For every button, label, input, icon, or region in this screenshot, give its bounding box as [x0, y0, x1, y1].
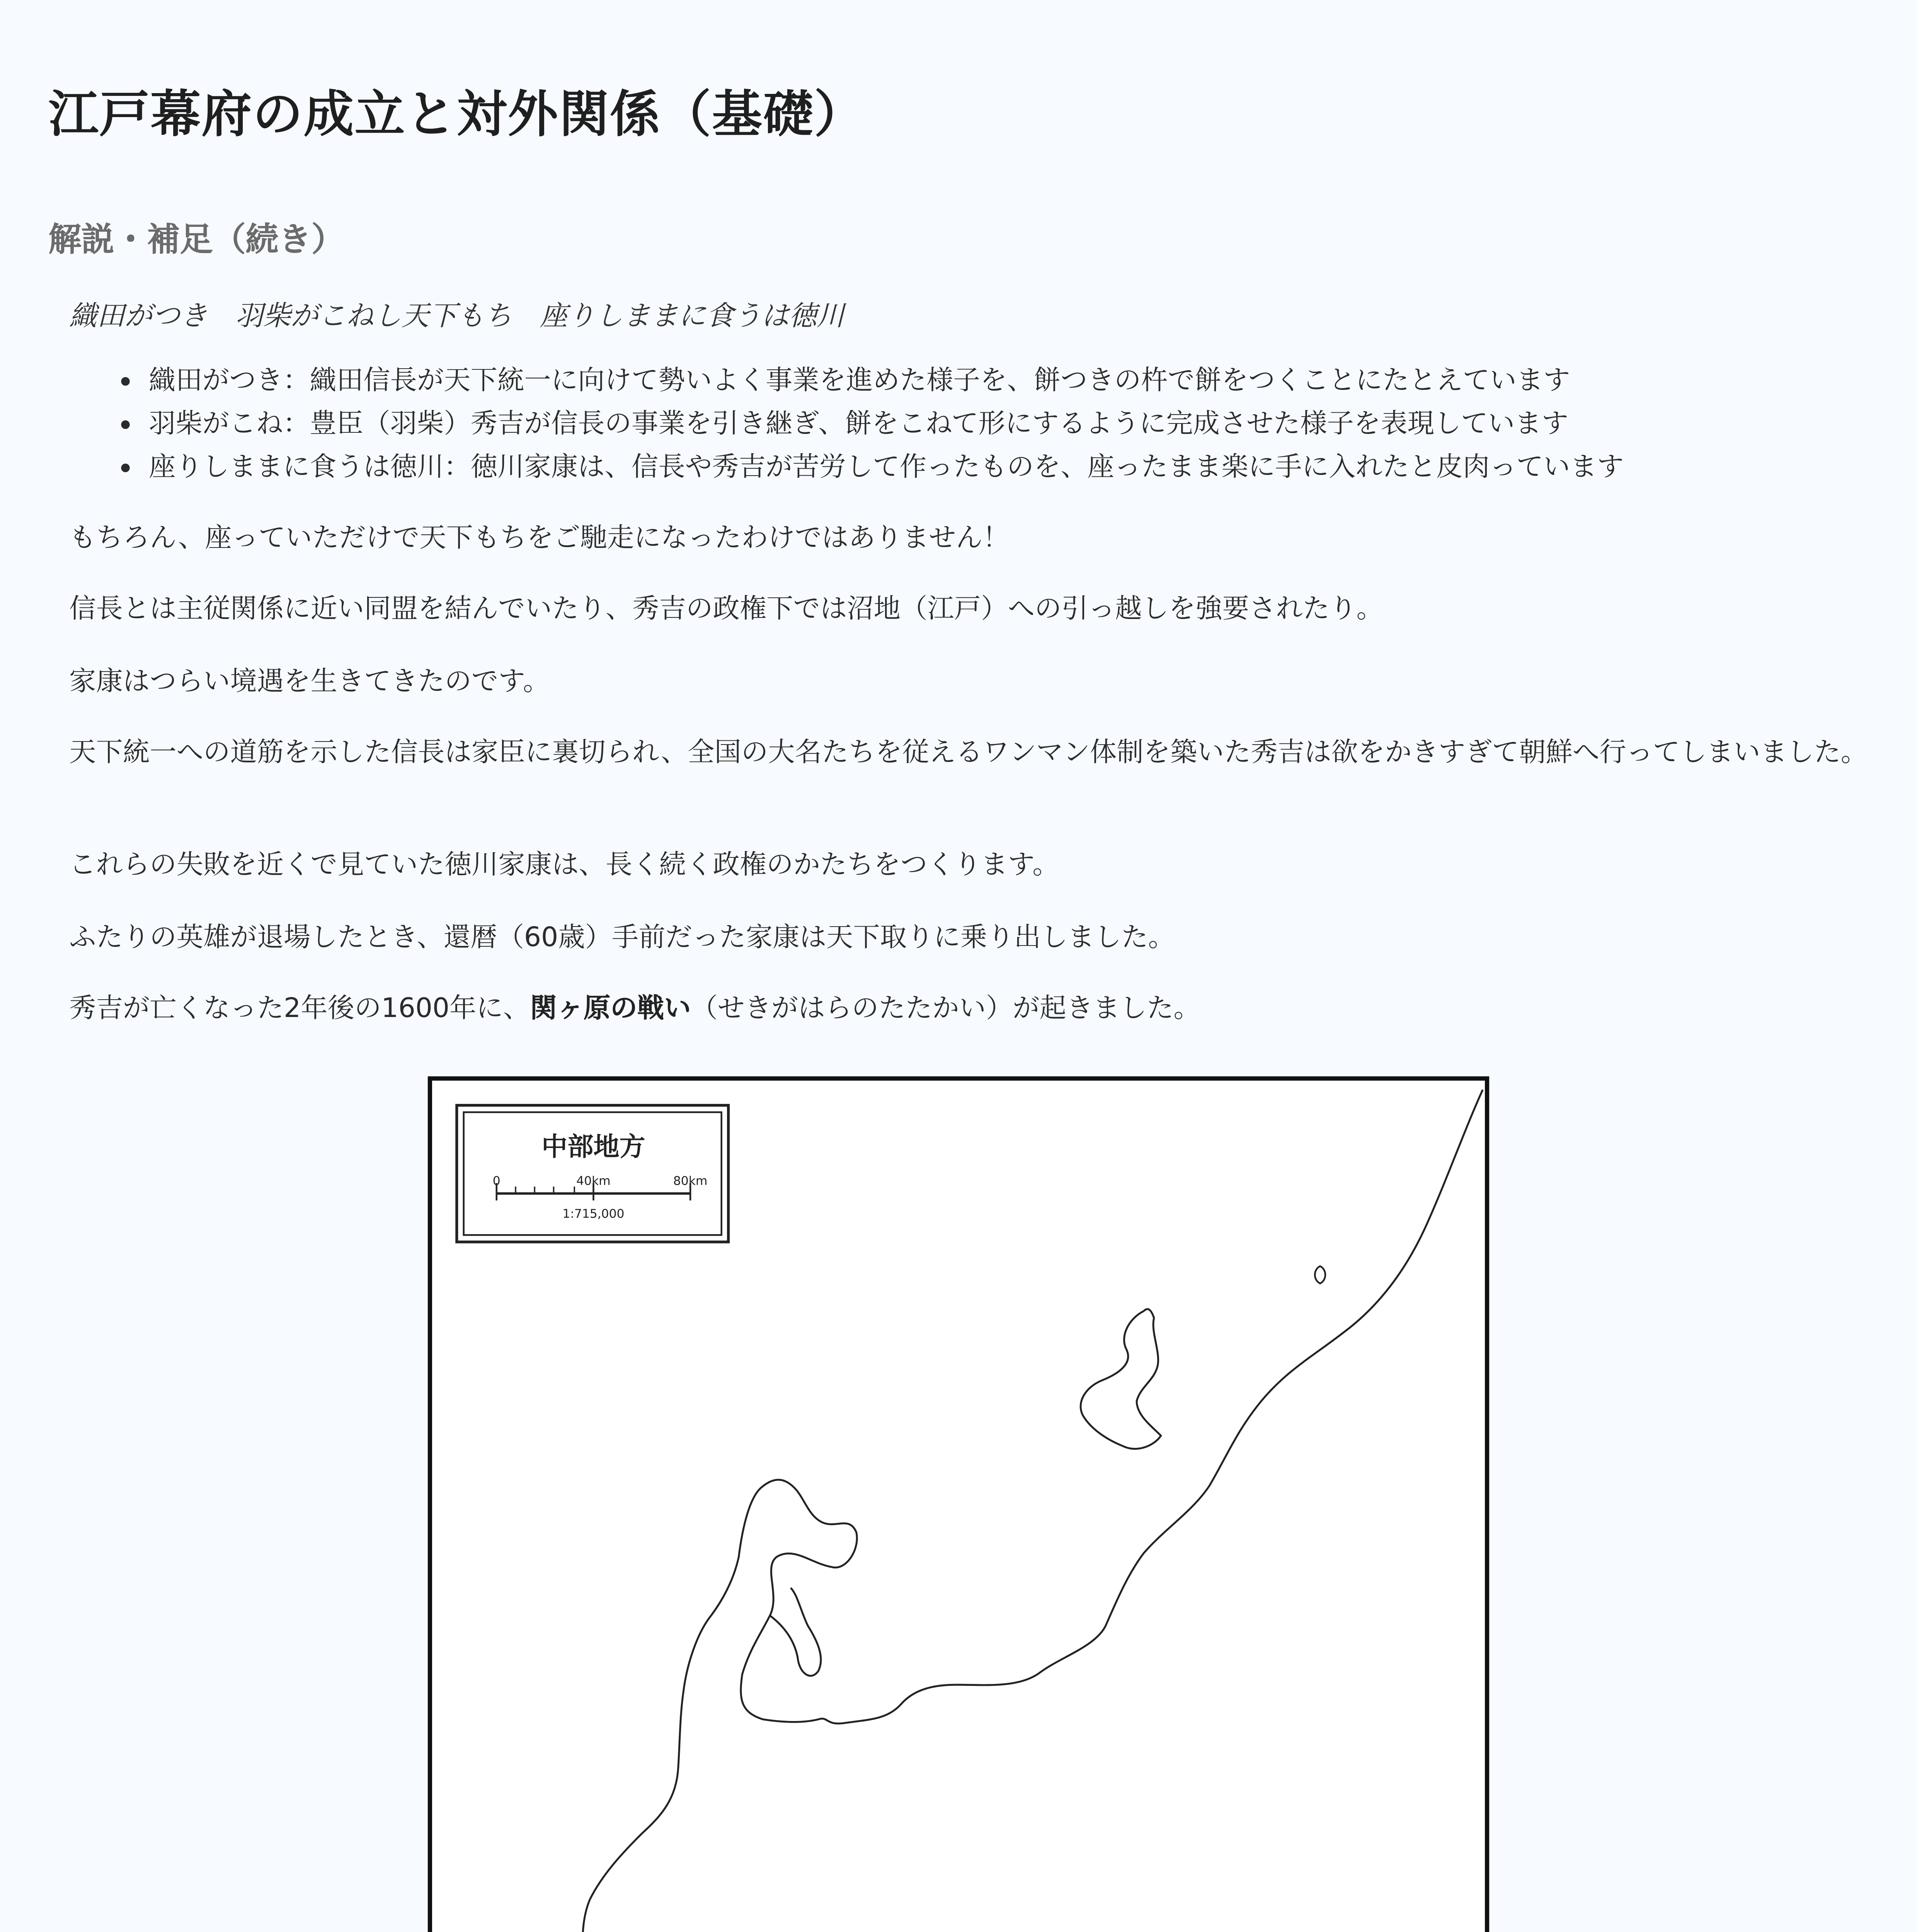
legend-title: 中部地方	[541, 1131, 645, 1162]
lead-phrase: 織田がつき 羽柴がこねし天下もち 座りしままに食うは徳川	[69, 299, 844, 332]
paragraph: ふたりの英雄が退場したとき、還暦（60歳）手前だった家康は天下取りに乗り出しました。	[69, 922, 1175, 953]
list-item: • 座りしままに食うは徳川：徳川家康は、信長や秀吉が苦労して作ったものを、座ったまま楽に手に入れたと皮肉っています	[149, 446, 1896, 490]
battle-name-bold: 関ヶ原の戦い	[530, 993, 691, 1024]
map-svg	[427, 1076, 1490, 1932]
list-item: • 羽柴がこね：豊臣（羽柴）秀吉が信長の事業を引き継ぎ、餅をこねて形にするように完成させた様子を表現しています	[149, 403, 1896, 446]
paragraph: 天下統一への道筋を示した信長は家臣に裏切られ、全国の大名たちを従えるワンマン体制を築いた秀吉は欲をかきすぎて朝鮮へ行ってしまいました。	[69, 736, 1868, 768]
map-legend	[457, 1105, 729, 1242]
scale-ratio: 1:715,000	[562, 1207, 625, 1221]
explanation-list	[107, 360, 1897, 490]
section-heading: 解説・補足（続き）	[48, 221, 344, 260]
scale-label: 40km	[576, 1174, 611, 1188]
paragraph-text: 秀吉が亡くなった2年後の1600年に、	[69, 993, 530, 1024]
paragraph-text: （せきがはらのたたかい）が起きました。	[691, 993, 1200, 1024]
paragraph: これらの失敗を近くで見ていた徳川家康は、長く続く政権のかたちをつくります。	[69, 849, 1059, 881]
page-title: 江戸幕府の成立と対外関係（基礎）	[48, 85, 865, 144]
chubu-map	[427, 1076, 1490, 1932]
paragraph: もちろん、座っていただけで天下もちをご馳走になったわけではありません！	[69, 522, 1010, 554]
scale-label: 0	[492, 1174, 501, 1188]
paragraph-sekigahara	[69, 988, 1869, 1031]
list-item: • 織田がつき：織田信長が天下統一に向けて勢いよく事業を進めた様子を、餅つきの杵で餅をつくことにたとえています	[149, 360, 1896, 403]
scale-label: 80km	[673, 1174, 708, 1188]
paragraph: 信長とは主従関係に近い同盟を結んでいたり、秀吉の政権下では沼地（江戸）への引っ越しを強要されたり。	[69, 593, 1384, 625]
paragraph: 家康はつらい境遇を生きてきたのです。	[69, 666, 550, 697]
